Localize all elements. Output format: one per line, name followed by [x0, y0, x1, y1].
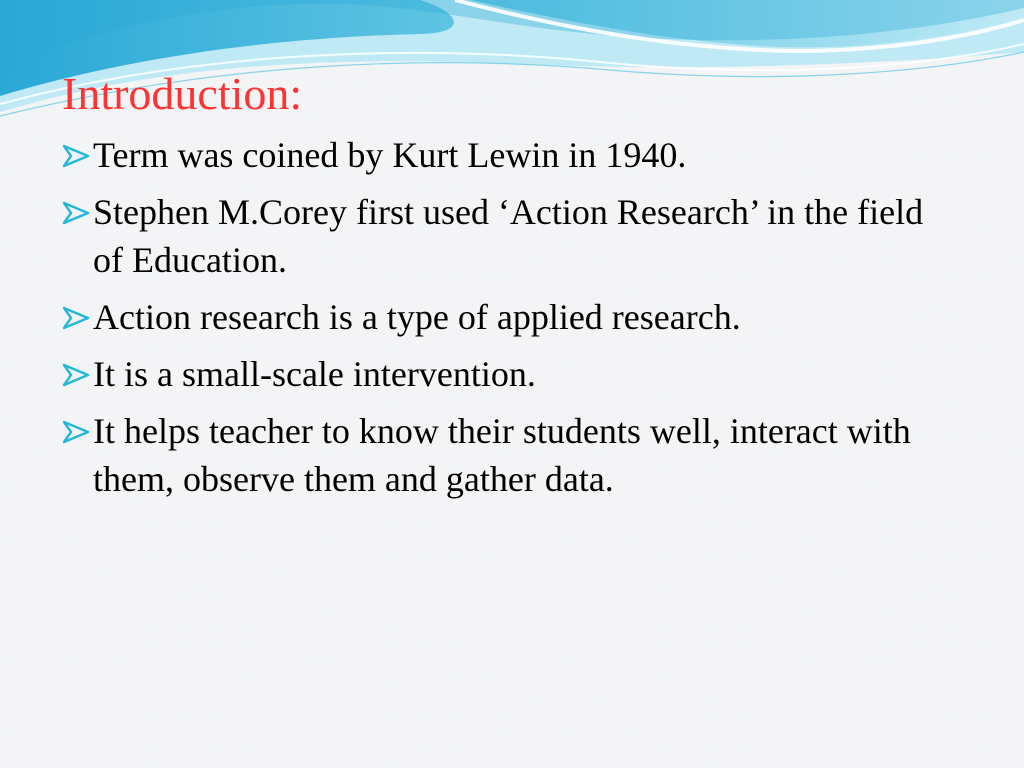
- arrowhead-bullet-icon: [62, 363, 90, 387]
- arrowhead-bullet-icon: [62, 306, 90, 330]
- bullet-text: Stephen M.Corey first used ‘Action Research’ in the field of Education.: [93, 192, 924, 280]
- slide-title: Introduction:: [62, 68, 303, 119]
- bullet-item: [62, 350, 962, 398]
- arrowhead-bullet-icon: [62, 144, 90, 168]
- bullet-item: [62, 293, 962, 341]
- bullet-text: Action research is a type of applied research.: [93, 297, 741, 337]
- arrowhead-bullet-icon: [62, 420, 90, 444]
- arrowhead-bullet-icon: [62, 201, 90, 225]
- bullet-item: [62, 407, 962, 503]
- bullet-text: It helps teacher to know their students well, interact with them, observe them and gather data.: [93, 411, 911, 499]
- bullet-text: It is a small-scale intervention.: [93, 354, 536, 394]
- bullet-item: [62, 131, 962, 179]
- bullet-text: Term was coined by Kurt Lewin in 1940.: [93, 135, 687, 175]
- bullet-list: [62, 131, 962, 512]
- bullet-item: [62, 188, 962, 284]
